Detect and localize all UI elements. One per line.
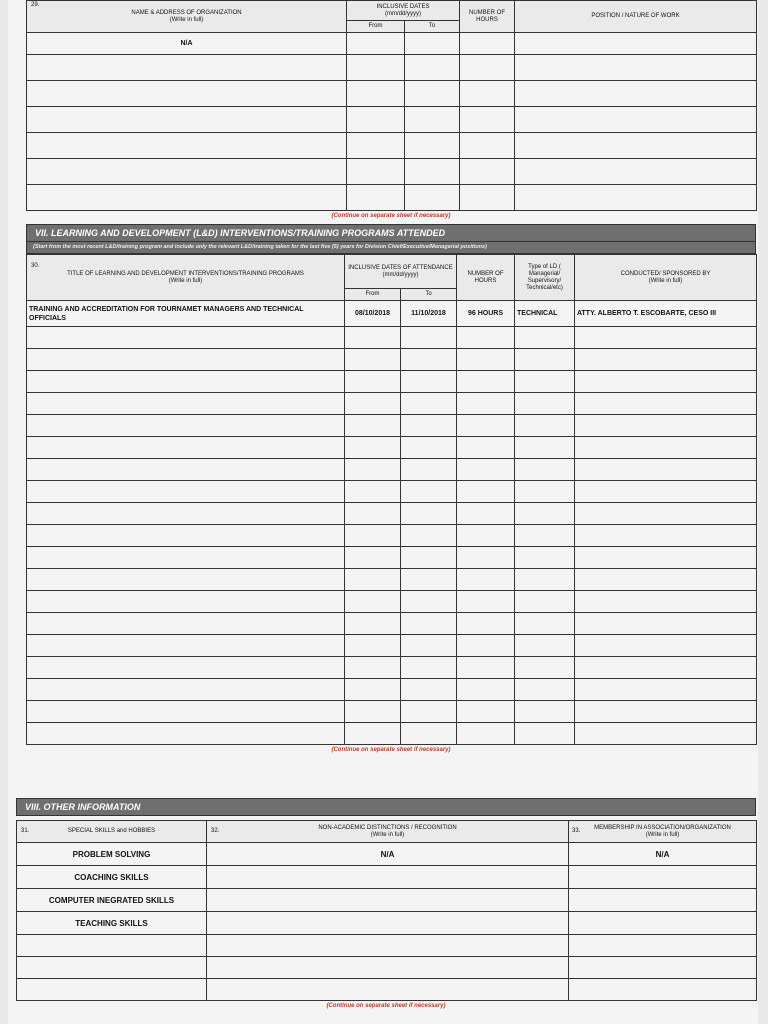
col-membership-sub: (Write in full) xyxy=(645,831,680,838)
ld-entry-title xyxy=(27,301,345,327)
ld-col-hours: NUMBER OF HOURS xyxy=(457,255,515,301)
ld-entry-title-line2: OFFICIALS xyxy=(29,314,66,322)
ld-col-title-label: TITLE OF LEARNING AND DEVELOPMENT INTERVENTIONS/TRAINING PROGRAMS xyxy=(67,270,304,277)
vw-col-from: From xyxy=(347,21,405,33)
ld-col-type: Type of LD ( Managerial/ Supervisory/ Technical/etc) xyxy=(515,255,575,301)
ld-section-title: VII. LEARNING AND DEVELOPMENT (L&D) INTERVENTIONS/TRAINING PROGRAMS ATTENDED xyxy=(26,224,756,242)
ld-section xyxy=(26,224,756,756)
col-membership-label: MEMBERSHIP IN ASSOCIATION/ORGANIZATION xyxy=(594,824,731,831)
ld-col-dates-sub: (mm/dd/yyyy) xyxy=(382,271,419,278)
voluntary-work-table xyxy=(26,0,757,211)
skill-item: COMPUTER INEGRATED SKILLS xyxy=(17,889,207,912)
vw-col-dates xyxy=(347,1,460,21)
other-info-title: VIII. OTHER INFORMATION xyxy=(16,798,756,816)
other-info-section xyxy=(16,798,756,1012)
ld-col-sponsor-sub: (Write in full) xyxy=(648,277,683,284)
col-skills xyxy=(17,821,207,843)
col-distinctions-sub: (Write in full) xyxy=(370,831,405,838)
ld-num: 30. xyxy=(31,263,40,269)
vw-num: 29. xyxy=(31,2,40,8)
ld-section-subtitle: (Start from the most recent L&D/training program and include only the relevant L&D/training taken for the last five (5) years for Division Chief/Executive/Managerial positions) xyxy=(26,242,756,254)
skill-item: COACHING SKILLS xyxy=(17,866,207,889)
num31: 31. xyxy=(21,828,30,834)
other-info-continue-note: (Continue on separate sheet if necessary) xyxy=(326,1003,446,1009)
col-skills-label: SPECIAL SKILLS and HOBBIES xyxy=(67,828,156,834)
ld-entry-row xyxy=(27,301,757,327)
ld-col-sponsor xyxy=(575,255,757,301)
ld-col-title xyxy=(27,255,345,301)
vw-col-hours: NUMBER OF HOURS xyxy=(460,1,515,33)
vw-col-position: POSITION / NATURE OF WORK xyxy=(515,1,757,33)
num33: 33. xyxy=(572,828,581,834)
pds-page xyxy=(8,0,758,1024)
ld-entry-to: 11/10/2018 xyxy=(401,301,457,327)
ld-entry-sponsor: ATTY. ALBERTO T. ESCOBARTE, CESO III xyxy=(575,301,757,327)
col-distinctions xyxy=(207,821,569,843)
skill-item: TEACHING SKILLS xyxy=(17,912,207,935)
ld-col-dates xyxy=(345,255,457,289)
vw-continue-note: (Continue on separate sheet if necessary) xyxy=(331,213,451,219)
distinction-value: N/A xyxy=(207,843,569,866)
ld-col-from: From xyxy=(345,289,401,301)
other-info-table xyxy=(16,820,757,1001)
skill-item: PROBLEM SOLVING xyxy=(17,843,207,866)
ld-col-title-sub: (Write in full) xyxy=(168,277,203,284)
ld-col-to: To xyxy=(401,289,457,301)
ld-table xyxy=(26,254,757,745)
ld-entry-from: 08/10/2018 xyxy=(345,301,401,327)
vw-value: N/A xyxy=(27,33,347,55)
voluntary-work-section xyxy=(26,0,756,222)
vw-col-name xyxy=(27,1,347,33)
ld-entry-title-line1: TRAINING AND ACCREDITATION FOR TOURNAMET MANAGERS AND TECHNICAL xyxy=(29,305,304,313)
ld-entry-type: TECHNICAL xyxy=(515,301,575,327)
ld-col-dates-label: INCLUSIVE DATES OF ATTENDANCE xyxy=(348,264,453,271)
vw-col-dates-sub: (mm/dd/yyyy) xyxy=(385,10,421,17)
vw-col-dates-label: INCLUSIVE DATES xyxy=(376,3,430,10)
membership-value: N/A xyxy=(569,843,757,866)
ld-entry-hours: 96 HOURS xyxy=(457,301,515,327)
col-distinctions-label: NON-ACADEMIC DISTINCTIONS / RECOGNITION xyxy=(318,824,457,831)
ld-continue-note: (Continue on separate sheet if necessary) xyxy=(331,747,451,753)
vw-col-name-label: NAME & ADDRESS OF ORGANIZATION xyxy=(131,9,242,16)
vw-col-to: To xyxy=(405,21,460,33)
num32: 32. xyxy=(211,828,220,834)
ld-col-sponsor-label: CONDUCTED/ SPONSORED BY xyxy=(620,270,711,277)
vw-col-name-sub: (Write in full) xyxy=(169,16,204,23)
col-membership xyxy=(569,821,757,843)
